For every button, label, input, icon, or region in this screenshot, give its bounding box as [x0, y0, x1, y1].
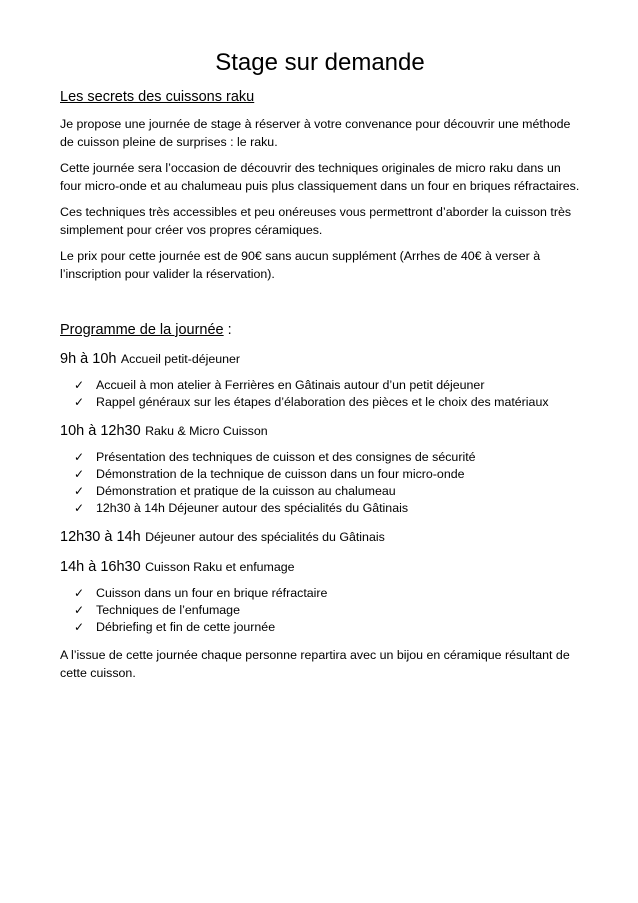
slot-time: 14h à 16h30: [60, 559, 141, 575]
list-item-text: Cuisson dans un four en brique réfractaire: [96, 586, 328, 600]
check-icon: ✓: [74, 501, 85, 515]
slot-description: Déjeuner autour des spécialités du Gâtinais: [145, 530, 385, 544]
closing-paragraph: A l’issue de cette journée chaque personne repartira avec un bijou en céramique résultant de cette cuisson.: [60, 648, 570, 680]
paragraph-accessibility: Ces techniques très accessibles et peu onéreuses vous permettront d’aborder la cuisson très simplement pour créer vos propres céramiques.: [60, 205, 572, 237]
slot-description: Accueil petit-déjeuner: [120, 352, 241, 366]
schedule-slot: [60, 421, 580, 441]
list-item-text: 12h30 à 14h Déjeuner autour des spécialités du Gâtinais: [96, 501, 409, 515]
document-page: [60, 48, 580, 682]
list-item: [74, 483, 580, 500]
programme-heading-label: Programme de la journée: [60, 322, 224, 338]
check-icon: ✓: [74, 378, 85, 392]
list-item: [74, 466, 580, 483]
list-item-text: Rappel généraux sur les étapes d’élaboration des pièces et le choix des matériaux: [96, 395, 549, 409]
list-item: [74, 394, 580, 411]
list-item-text: Accueil à mon atelier à Ferrières en Gâtinais autour d’un petit déjeuner: [96, 378, 485, 392]
schedule-slot: [60, 557, 580, 577]
list-item-text: Débriefing et fin de cette journée: [96, 620, 276, 634]
list-item-text: Présentation des techniques de cuisson et des consignes de sécurité: [96, 450, 476, 464]
list-item: [74, 585, 580, 602]
slot-time: 9h à 10h: [60, 351, 117, 367]
paragraph-description: Cette journée sera l’occasion de découvrir des techniques originales de micro raku dans un four micro-onde et au chalumeau puis plus classiquement dans un four en briques réfractaires.: [60, 161, 580, 193]
slot-items: [60, 377, 580, 411]
list-item-text: Techniques de l’enfumage: [96, 603, 240, 617]
schedule-slot: [60, 527, 580, 547]
programme-heading-suffix: :: [223, 322, 232, 338]
slot-description: Raku & Micro Cuisson: [145, 424, 268, 438]
check-icon: ✓: [74, 603, 85, 617]
slot-time: 10h à 12h30: [60, 423, 141, 439]
list-item-text: Démonstration et pratique de la cuisson au chalumeau: [96, 484, 396, 498]
page-title: Stage sur demande: [215, 49, 425, 76]
schedule-slot: [60, 349, 580, 369]
check-icon: ✓: [74, 484, 85, 498]
paragraph-price: Le prix pour cette journée est de 90€ sans aucun supplément (Arrhes de 40€ à verser à l’inscription pour valider la réservation).: [60, 249, 541, 281]
check-icon: ✓: [74, 620, 85, 634]
list-item: [74, 449, 580, 466]
check-icon: ✓: [74, 450, 85, 464]
check-icon: ✓: [74, 395, 85, 409]
check-icon: ✓: [74, 467, 85, 481]
list-item: [74, 602, 580, 619]
slot-time: 12h30 à 14h: [60, 529, 141, 545]
check-icon: ✓: [74, 586, 85, 600]
slot-items: [60, 449, 580, 517]
list-item: [74, 377, 580, 394]
slot-items: [60, 585, 580, 636]
spacer: [60, 291, 580, 321]
list-item: [74, 500, 580, 517]
subtitle: Les secrets des cuissons raku: [60, 89, 255, 105]
paragraph-intro: Je propose une journée de stage à réserver à votre convenance pour découvrir une méthode de cuisson pleine de surprises : le raku.: [60, 117, 571, 149]
slot-description: Cuisson Raku et enfumage: [145, 560, 295, 574]
programme-heading: [60, 321, 580, 339]
list-item-text: Démonstration de la technique de cuisson dans un four micro-onde: [96, 467, 465, 481]
list-item: [74, 619, 580, 636]
